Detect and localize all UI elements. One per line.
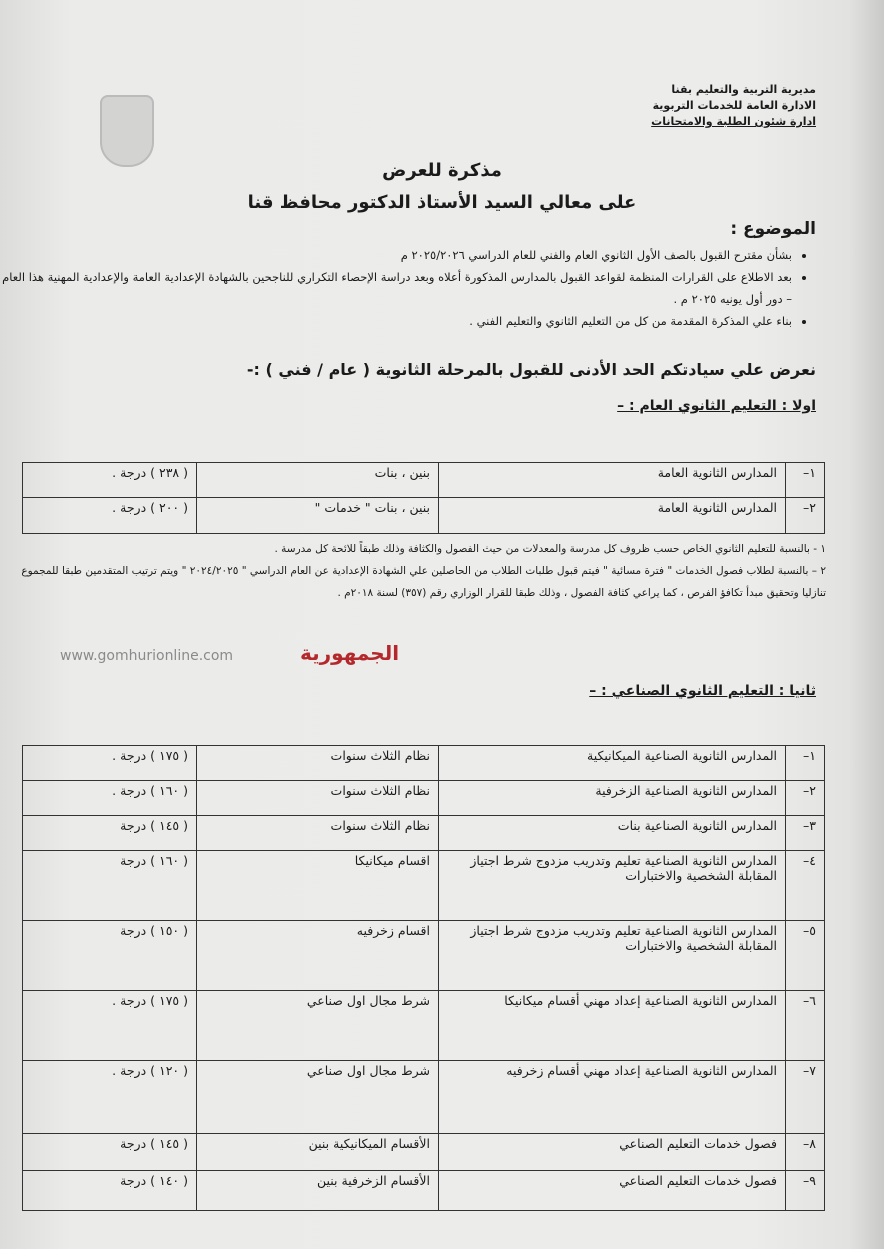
row-number: ٣– — [786, 816, 825, 851]
min-score: ( ١٢٠ ) درجة . — [23, 1061, 197, 1134]
letterhead-line: مديرية التربية والتعليم بقنا — [671, 83, 816, 96]
table-row — [23, 498, 825, 534]
row-number: ٩– — [786, 1171, 825, 1211]
min-score: ( ١٥٠ ) درجة — [23, 921, 197, 991]
ministry-logo — [100, 95, 154, 167]
bullet-item: • بناء علي المذكرة المقدمة من كل من التعليم الثانوي والتعليم الفني . — [2, 310, 792, 332]
intro-heading: نعرض علي سيادتكم الحد الأدنى للقبول بالمرحلة الثانوية ( عام / فني ) :- — [246, 360, 816, 379]
school-type: اقسام زخرفيه — [197, 921, 439, 991]
min-score: ( ١٤٥ ) درجة — [23, 1134, 197, 1171]
school-name: المدارس الثانوية العامة — [439, 463, 786, 498]
note: ١ - بالنسبة للتعليم الثانوي الخاص حسب ظروف كل مدرسة والمعدلات من حيث الفصول والكثافة وذلك طبقاً للائحة كل مدرسة . — [274, 543, 826, 555]
row-number: ٤– — [786, 851, 825, 921]
table-row — [23, 816, 825, 851]
min-score: ( ١٦٠ ) درجة . — [23, 781, 197, 816]
min-score: ( ٢٠٠ ) درجة . — [23, 498, 197, 534]
addressee: على معالي السيد الأستاذ الدكتور محافظ قنا — [247, 192, 637, 213]
letterhead-line: الادارة العامة للخدمات التربوية — [652, 99, 816, 112]
table-row — [23, 1171, 825, 1211]
school-type: نظام الثلاث سنوات — [197, 816, 439, 851]
row-number: ٥– — [786, 921, 825, 991]
school-type: شرط مجال اول صناعي — [197, 991, 439, 1061]
section1-title: اولا : التعليم الثانوي العام : – — [617, 398, 816, 414]
section2-title: ثانيا : التعليم الثانوي الصناعي : – — [589, 683, 816, 699]
row-number: ٧– — [786, 1061, 825, 1134]
memo-title: مذكرة للعرض — [382, 160, 502, 181]
subject-label: الموضوع : — [730, 219, 816, 239]
school-type: نظام الثلاث سنوات — [197, 781, 439, 816]
school-name: المدارس الثانوية الصناعية بنات — [439, 816, 786, 851]
row-number: ١– — [786, 463, 825, 498]
school-name: فصول خدمات التعليم الصناعي — [439, 1171, 786, 1211]
row-number: ٢– — [786, 498, 825, 534]
row-number: ٦– — [786, 991, 825, 1061]
table-row — [23, 851, 825, 921]
school-type: اقسام ميكانيكا — [197, 851, 439, 921]
school-type: بنين ، بنات " خدمات " — [197, 498, 439, 534]
min-score: ( ١٧٥ ) درجة . — [23, 991, 197, 1061]
table-row — [23, 463, 825, 498]
row-number: ١– — [786, 746, 825, 781]
school-name: المدارس الثانوية الصناعية الزخرفية — [439, 781, 786, 816]
school-name: المدارس الثانوية الصناعية الميكانيكية — [439, 746, 786, 781]
note: ٢ – بالنسبة لطلاب فصول الخدمات " فترة مسائية " فيتم قبول طلبات الطلاب من الحاصلين علي الشهادة الإعدادية عن العام الدراسي " ٢٠٢٤/٢٠٢٥ " ويتم ترتيب المتقدمين طبقا للمجموع تنازليا وتحقيق مبدأ تكافؤ الفرص ، كما يراعي كثافة الفصول ، وذلك طبقا للقرار الوزاري رقم (٣٥٧) لسنة ٢٠١٨م . — [21, 565, 826, 599]
school-name: المدارس الثانوية العامة — [439, 498, 786, 534]
school-type: بنين ، بنات — [197, 463, 439, 498]
school-name: المدارس الثانوية الصناعية تعليم وتدريب مزدوج شرط اجتياز المقابلة الشخصية والاختبارات — [439, 851, 786, 921]
min-score: ( ١٤٥ ) درجة — [23, 816, 197, 851]
table-row — [23, 1134, 825, 1171]
school-name: المدارس الثانوية الصناعية إعداد مهني أقسام ميكانيكا — [439, 991, 786, 1061]
school-type: الأقسام الزخرفية بنين — [197, 1171, 439, 1211]
watermark-brand: الجمهورية — [300, 641, 400, 665]
table-row — [23, 1061, 825, 1134]
min-score: ( ١٧٥ ) درجة . — [23, 746, 197, 781]
subject-bullets — [2, 244, 804, 332]
table-row — [23, 746, 825, 781]
min-score: ( ١٤٠ ) درجة — [23, 1171, 197, 1211]
industrial-secondary-table — [22, 745, 825, 1211]
bullet-item: • بشأن مقترح القبول بالصف الأول الثانوي العام والفني للعام الدراسي ٢٠٢٥/٢٠٢٦ م — [2, 244, 792, 266]
table-row — [23, 921, 825, 991]
table-row — [23, 781, 825, 816]
school-name: فصول خدمات التعليم الصناعي — [439, 1134, 786, 1171]
bullet-item: • بعد الاطلاع على القرارات المنظمة لقواعد القبول بالمدارس المذكورة أعلاه وبعد دراسة الإحصاء التكراري للناجحين بالشهادة الإعدادية العامة والإعدادية المهنية هذا العام – دور أول يونيه ٢٠٢٥ م . — [2, 266, 792, 310]
min-score: ( ٢٣٨ ) درجة . — [23, 463, 197, 498]
school-name: المدارس الثانوية الصناعية إعداد مهني أقسام زخرفيه — [439, 1061, 786, 1134]
school-type: شرط مجال اول صناعي — [197, 1061, 439, 1134]
min-score: ( ١٦٠ ) درجة — [23, 851, 197, 921]
general-secondary-table — [22, 462, 825, 534]
school-type: الأقسام الميكانيكية بنين — [197, 1134, 439, 1171]
table-row — [23, 991, 825, 1061]
letterhead — [651, 82, 816, 130]
row-number: ٨– — [786, 1134, 825, 1171]
school-name: المدارس الثانوية الصناعية تعليم وتدريب مزدوج شرط اجتياز المقابلة الشخصية والاختبارات — [439, 921, 786, 991]
row-number: ٢– — [786, 781, 825, 816]
letterhead-line: ادارة شئون الطلبة والامتحانات — [651, 115, 816, 128]
section1-notes — [16, 538, 826, 604]
watermark-url: www.gomhurionline.com — [60, 648, 234, 664]
school-type: نظام الثلاث سنوات — [197, 746, 439, 781]
